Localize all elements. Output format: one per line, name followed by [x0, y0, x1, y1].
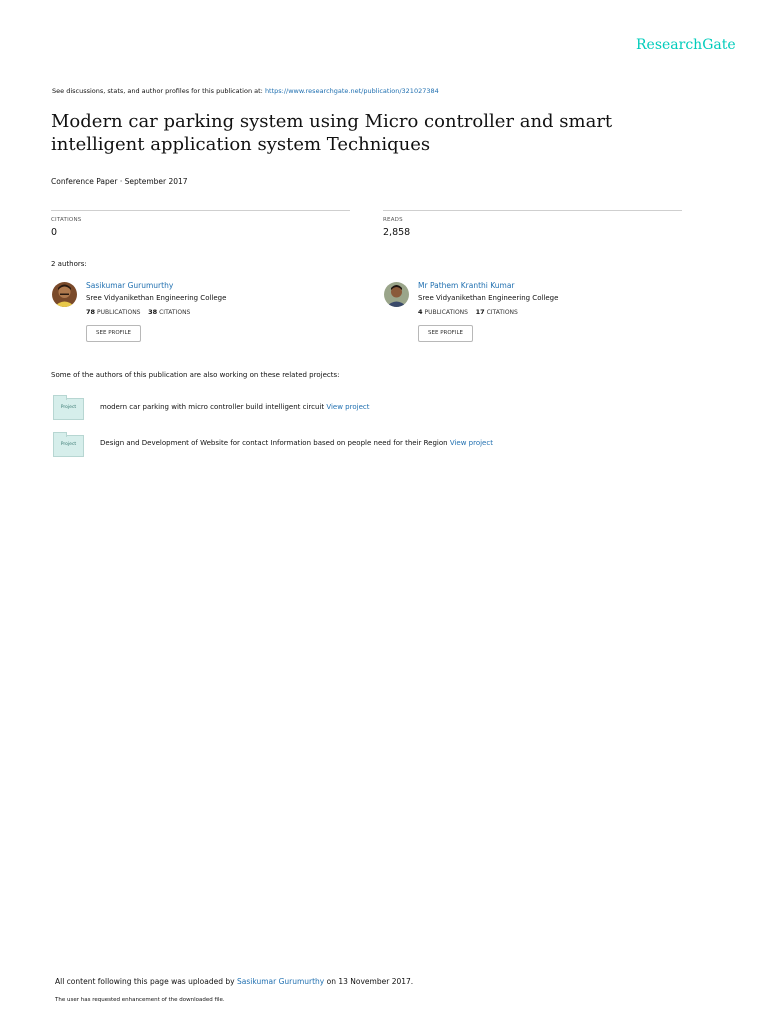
project-title: Design and Development of Website for contact Information based on people need for their Region	[100, 439, 450, 447]
author-name-link[interactable]: Mr Pathem Kranthi Kumar	[418, 281, 515, 290]
disclaimer-line	[52, 87, 439, 95]
citations-label: CITATIONS	[486, 309, 518, 316]
see-profile-button[interactable]: SEE PROFILE	[86, 325, 141, 342]
uploader-link[interactable]: Sasikumar Gurumurthy	[236, 977, 325, 986]
project-icon-label: Project	[60, 442, 77, 447]
project-icon-label: Project	[60, 405, 77, 410]
disclaimer-text: See discussions, stats, and author profiles for this publication at:	[52, 87, 265, 95]
publication-type-date: Conference Paper · September 2017	[51, 177, 188, 186]
view-project-link[interactable]: View project	[326, 403, 370, 411]
reads-value: 2,858	[383, 227, 411, 238]
citations-label: CITATIONS	[159, 309, 191, 316]
author-stats	[418, 308, 518, 316]
publication-title: Modern car parking system using Micro controller and smart intelligent application system Techniques	[51, 111, 613, 155]
author-avatar[interactable]	[384, 282, 409, 307]
publications-label: PUBLICATIONS	[424, 309, 468, 316]
project-title: modern car parking with micro controller build intelligent circuit	[100, 403, 327, 411]
publication-url-link[interactable]: https://www.researchgate.net/publication/321027384	[264, 87, 439, 95]
publications-label: PUBLICATIONS	[96, 309, 141, 316]
reads-label: READS	[383, 217, 403, 223]
project-item	[100, 439, 493, 447]
uploaded-prefix: All content following this page was uploaded by	[55, 977, 237, 986]
project-folder-icon	[53, 435, 84, 457]
reads-divider	[383, 210, 682, 211]
publications-count: 78	[86, 308, 96, 316]
authors-heading: 2 authors:	[51, 260, 87, 268]
see-profile-button[interactable]: SEE PROFILE	[418, 325, 473, 342]
author-avatar[interactable]	[52, 282, 77, 307]
uploaded-by-line	[55, 977, 413, 986]
author-name-link[interactable]: Sasikumar Gurumurthy	[86, 281, 174, 290]
uploaded-suffix: on 13 November 2017.	[324, 977, 414, 986]
author-stats	[86, 308, 190, 316]
view-project-link[interactable]: View project	[449, 439, 493, 447]
project-folder-icon	[53, 398, 84, 420]
author-affiliation: Sree Vidyanikethan Engineering College	[86, 294, 227, 302]
citations-count: 38	[148, 308, 158, 316]
citations-value: 0	[51, 227, 58, 238]
citations-divider	[51, 210, 350, 211]
publications-count: 4	[418, 308, 423, 316]
citations-label: CITATIONS	[51, 217, 82, 223]
author-affiliation: Sree Vidyanikethan Engineering College	[418, 294, 559, 302]
related-projects-heading: Some of the authors of this publication are also working on these related projects:	[51, 371, 340, 379]
citations-count: 17	[475, 308, 485, 316]
enhancement-note: The user has requested enhancement of the downloaded file.	[55, 997, 225, 1003]
project-item	[100, 403, 369, 411]
researchgate-logo[interactable]: ResearchGate	[636, 37, 736, 53]
